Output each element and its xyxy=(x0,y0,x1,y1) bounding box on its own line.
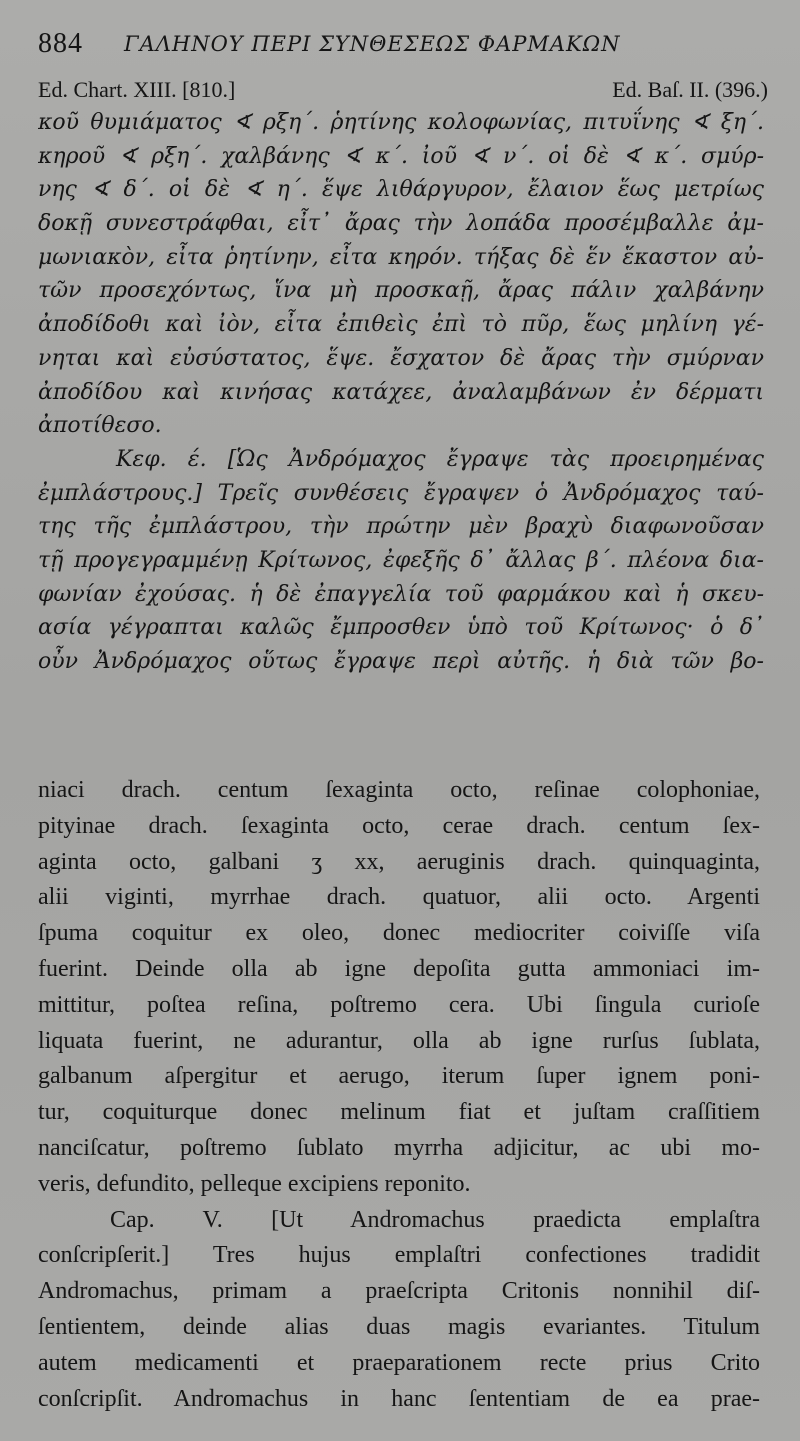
edition-basel: Ed. Baſ. II. (396.) xyxy=(612,77,768,102)
page-header xyxy=(38,28,778,68)
greek-line: δοκῇ συνεστράφθαι, εἶτ᾽ ἄρας τὴν λοπάδα προσέμβαλλε ἀμ- xyxy=(38,211,764,237)
greek-line: νης ∢ δ΄. οἱ δὲ ∢ η΄. ἕψε λιθάργυρον, ἔλαιον ἕως μετρίως xyxy=(38,177,764,203)
latin-line: pityinae drach. ſexaginta octo, cerae drach. centum ſex- xyxy=(38,812,760,839)
greek-line: οὖν Ἀνδρόμαχος οὕτως ἔγραψε περὶ αὐτῆς. ἡ διὰ τῶν βο- xyxy=(38,649,764,674)
greek-line: νηται καὶ εὐσύστατος, ἕψε. ἔσχατον δὲ ἄρας τὴν σμύρναν xyxy=(38,345,764,371)
greek-line: ἀποτίθεσο. xyxy=(38,413,162,439)
latin-line: autem medicamenti et praeparationem recte prius Crito xyxy=(38,1349,760,1376)
greek-line: κηροῦ ∢ ρξη΄. χαλβάνης ∢ κ΄. ἰοῦ ∢ ν΄. οἱ δὲ ∢ κ΄. σμύρ- xyxy=(38,143,764,169)
greek-text-block xyxy=(38,106,764,679)
latin-line: conſcripſerit.] Tres hujus emplaſtri confectiones tradidit xyxy=(38,1242,760,1269)
latin-line: fuerint. Deinde olla ab igne depoſita gutta ammoniaci im- xyxy=(38,955,760,982)
latin-line: niaci drach. centum ſexaginta octo, reſinae colophoniae, xyxy=(38,777,760,803)
latin-line: veris, defundito, pelleque excipiens reponito. xyxy=(38,1170,471,1197)
greek-line: μωνιακὸν, εἶτα ῥητίνην, εἶτα κηρόν. τήξας δὲ ἕν ἕκαστον αὐ- xyxy=(38,244,764,270)
latin-line: aginta octo, galbani ʒ xx, aeruginis drach. quinquaginta, xyxy=(38,848,760,875)
greek-chapter-heading: Κεφ. έ. [Ὡς Ἀνδρόμαχος ἔγραψε τὰς προειρημένας xyxy=(116,446,764,472)
greek-line: της τῆς ἐμπλάστρου, τὴν πρώτην μὲν βραχὺ διαφωνοῦσαν xyxy=(38,514,764,540)
edition-line xyxy=(38,77,768,107)
latin-text-block xyxy=(38,773,760,1417)
latin-line: alii viginti, myrrhae drach. quatuor, alii octo. Argenti xyxy=(38,884,760,911)
latin-line: Andromachus, primam a praeſcripta Critonis nonnihil diſ- xyxy=(38,1278,760,1305)
running-head: ΓΑΛΗΝΟΥ ΠΕΡΙ ΣΥΝΘΕΣΕΩΣ ΦΑΡΜΑΚΩΝ xyxy=(124,32,621,56)
latin-line: ſpuma coquitur ex oleo, donec mediocriter coiviſſe viſa xyxy=(38,920,760,947)
page-number: 884 xyxy=(38,28,83,59)
greek-line: ασία γέγραπται καλῶς ἔμπροσθεν ὑπὸ τοῦ Κρίτωνος· ὁ δ᾽ xyxy=(38,615,764,641)
latin-line: ſentientem, deinde alias duas magis evariantes. Titulum xyxy=(38,1313,760,1340)
latin-line: mittitur, poſtea reſina, poſtremo cera. Ubi ſingula curioſe xyxy=(38,991,760,1018)
greek-line: τῇ προγεγραμμένῃ Κρίτωνος, ἐφεξῆς δ᾽ ἄλλας β΄. πλέονα δια- xyxy=(38,547,764,573)
latin-line: tur, coquiturque donec melinum fiat et juſtam craſſitiem xyxy=(38,1099,760,1126)
greek-line: φωνίαν ἐχούσας. ἡ δὲ ἐπαγγελία τοῦ φαρμάκου καὶ ἡ σκευ- xyxy=(38,581,764,607)
latin-line: liquata fuerint, ne adurantur, olla ab igne rurſus ſublata, xyxy=(38,1027,760,1054)
latin-line: galbanum aſpergitur et aerugo, iterum ſuper ignem poni- xyxy=(38,1063,760,1090)
latin-line: conſcripſit. Andromachus in hanc ſententiam de ea prae- xyxy=(38,1385,760,1412)
greek-line: τῶν προσεχόντως, ἵνα μὴ προσκαῇ, ἄρας πάλιν χαλβάνην xyxy=(38,278,764,304)
greek-line: ἀποδίδου καὶ κινήσας κατάχεε, ἀναλαμβάνων ἐν δέρματι xyxy=(38,379,764,405)
greek-line: ἐμπλάστρους.] Τρεῖς συνθέσεις ἔγραψεν ὁ Ἀνδρόμαχος ταύ- xyxy=(38,480,764,506)
latin-line: nanciſcatur, poſtremo ſublato myrrha adjicitur, ac ubi mo- xyxy=(38,1134,760,1161)
greek-line: κοῦ θυμιάματος ∢ ρξη΄. ῥητίνης κολοφωνίας, πιτυΐνης ∢ ξη΄. xyxy=(38,110,764,135)
edition-chartier: Ed. Chart. XIII. [810.] xyxy=(38,77,236,102)
greek-line: ἀποδίδοθι καὶ ἰὸν, εἶτα ἐπιθεὶς ἐπὶ τὸ πῦρ, ἕως μηλίνη γέ- xyxy=(38,312,764,338)
latin-chapter-heading: Cap. V. [Ut Andromachus praedicta emplaſtra xyxy=(110,1206,760,1233)
